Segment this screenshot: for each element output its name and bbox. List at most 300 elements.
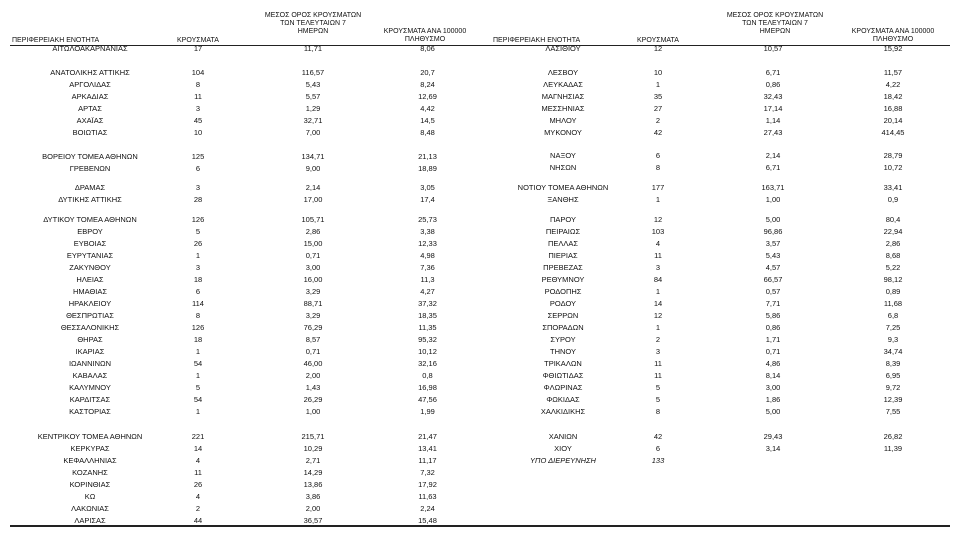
cell-cases: 5 xyxy=(655,395,661,404)
cell-per: 25,73 xyxy=(418,215,437,224)
cell-name: ΦΘΙΩΤΙΔΑΣ xyxy=(542,371,584,380)
cell-avg: 17,00 xyxy=(303,195,323,204)
cell-avg: 7,71 xyxy=(765,299,781,308)
cell-per: 9,72 xyxy=(885,383,901,392)
table-row xyxy=(0,299,960,309)
cell-name: ΣΠΟΡΑΔΩΝ xyxy=(542,323,584,332)
table-row xyxy=(0,104,960,114)
cell-cases: 18 xyxy=(193,275,203,284)
cell-avg: 163,71 xyxy=(761,183,785,192)
cell-per: 3,05 xyxy=(420,183,435,192)
cell-cases: 4 xyxy=(195,456,201,465)
cell-avg: 36,57 xyxy=(303,516,323,525)
cell-avg: 0,86 xyxy=(765,323,781,332)
cell-avg: 1,14 xyxy=(765,116,781,125)
cell-avg: 46,00 xyxy=(303,359,323,368)
header-per100k-right xyxy=(833,28,953,44)
cell-avg: 5,00 xyxy=(765,215,781,224)
cell-name: ΒΟΡΕΙΟΥ ΤΟΜΕΑ ΑΘΗΝΩΝ xyxy=(42,152,138,161)
cell-name: ΛΑΚΩΝΙΑΣ xyxy=(71,504,109,513)
cell-avg: 5,57 xyxy=(305,92,321,101)
cell-per: 9,3 xyxy=(887,335,899,344)
cell-avg: 88,71 xyxy=(303,299,323,308)
cell-per: 4,42 xyxy=(420,104,435,113)
cell-per: 8,68 xyxy=(885,251,901,260)
cell-name: ΚΟΖΑΝΗΣ xyxy=(72,468,108,477)
cell-avg: 15,00 xyxy=(303,239,323,248)
cell-avg: 14,29 xyxy=(303,468,323,477)
cell-avg: 0,71 xyxy=(765,347,781,356)
cell-per: 8,48 xyxy=(420,128,435,137)
table-row xyxy=(0,311,960,321)
cell-cases: 5 xyxy=(195,227,201,236)
cell-name: ΝΗΣΩΝ xyxy=(549,163,577,172)
cell-avg: 96,86 xyxy=(763,227,783,236)
cell-cases: 1 xyxy=(195,347,201,356)
table-row xyxy=(0,263,960,273)
table-row xyxy=(0,183,960,193)
table-row xyxy=(0,383,960,393)
table-row xyxy=(0,68,960,78)
table-row xyxy=(0,128,960,138)
cell-per: 17,4 xyxy=(420,195,435,204)
table-row xyxy=(0,347,960,357)
cell-avg: 27,43 xyxy=(763,128,783,137)
cell-name: ΧΙΟΥ xyxy=(554,444,572,453)
cell-avg: 3,00 xyxy=(305,263,321,272)
cell-per: 10,72 xyxy=(883,163,903,172)
cell-per: 8,06 xyxy=(420,44,435,53)
header-avg7-right xyxy=(710,12,840,36)
table-row xyxy=(0,195,960,205)
table-row xyxy=(0,335,960,345)
cell-per: 12,39 xyxy=(883,395,903,404)
cell-per: 17,92 xyxy=(418,480,437,489)
cell-name: ΒΟΙΩΤΙΑΣ xyxy=(72,128,108,137)
cell-name: ΚΕΝΤΡΙΚΟΥ ΤΟΜΕΑ ΑΘΗΝΩΝ xyxy=(37,432,143,441)
header-avg7-line3: ΗΜΕΡΩΝ xyxy=(297,28,329,35)
cell-per: 18,42 xyxy=(883,92,903,101)
cell-name: ΞΑΝΘΗΣ xyxy=(547,195,579,204)
cell-per: 22,94 xyxy=(883,227,903,236)
cell-name: ΚΑΣΤΟΡΙΑΣ xyxy=(69,407,111,416)
cell-name: ΝΟΤΙΟΥ ΤΟΜΕΑ ΑΘΗΝΩΝ xyxy=(517,183,609,192)
cell-avg: 4,57 xyxy=(765,263,781,272)
cell-avg: 10,57 xyxy=(763,44,783,53)
cell-avg: 2,86 xyxy=(305,227,321,236)
cell-cases: 26 xyxy=(193,239,203,248)
cell-cases: 5 xyxy=(195,383,201,392)
cell-cases: 42 xyxy=(653,128,663,137)
cell-name: ΚΑΒΑΛΑΣ xyxy=(72,371,108,380)
cell-cases: 1 xyxy=(655,80,661,89)
cell-per: 11,17 xyxy=(418,456,437,465)
cell-per: 26,82 xyxy=(883,432,903,441)
cell-cases: 3 xyxy=(195,263,201,272)
cell-avg: 3,57 xyxy=(765,239,781,248)
cell-name: ΠΡΕΒΕΖΑΣ xyxy=(543,263,583,272)
cell-per: 21,13 xyxy=(418,152,437,161)
cell-per: 32,16 xyxy=(418,359,437,368)
cell-cases: 3 xyxy=(195,183,201,192)
table-row xyxy=(0,92,960,102)
cell-per: 13,41 xyxy=(418,444,437,453)
cell-cases: 114 xyxy=(192,299,204,308)
table-row xyxy=(0,444,960,454)
cell-name: ΡΟΔΟΥ xyxy=(549,299,577,308)
cell-per: 414,45 xyxy=(881,128,905,137)
cell-avg: 1,43 xyxy=(305,383,321,392)
cell-avg: 4,86 xyxy=(765,359,781,368)
cell-per: 4,27 xyxy=(420,287,435,296)
cell-avg: 105,71 xyxy=(301,215,325,224)
cell-name: ΧΑΛΚΙΔΙΚΗΣ xyxy=(540,407,586,416)
cell-per: 7,25 xyxy=(885,323,901,332)
cell-avg: 6,71 xyxy=(765,163,781,172)
cell-name: ΚΕΦΑΛΛΗΝΙΑΣ xyxy=(63,456,117,465)
cell-name: ΑΡΓΟΛΙΔΑΣ xyxy=(69,80,111,89)
cell-name: ΑΡΤΑΣ xyxy=(78,104,102,113)
cell-avg: 0,71 xyxy=(305,347,321,356)
cell-name: ΦΩΚΙΔΑΣ xyxy=(546,395,580,404)
header-cases-left: ΚΡΟΥΣΜΑΤΑ xyxy=(177,37,219,44)
cell-name: ΙΚΑΡΙΑΣ xyxy=(75,347,105,356)
cell-per: 5,22 xyxy=(885,263,901,272)
cell-cases: 6 xyxy=(655,444,661,453)
cell-avg: 3,29 xyxy=(305,287,321,296)
cell-cases: 177 xyxy=(651,183,665,192)
cell-per: 11,35 xyxy=(418,323,437,332)
table-row xyxy=(0,116,960,126)
cell-cases: 126 xyxy=(191,323,205,332)
cell-per: 11,39 xyxy=(883,444,903,453)
table-row xyxy=(0,407,960,417)
cell-per: 7,55 xyxy=(885,407,901,416)
cell-name: ΤΡΙΚΑΛΩΝ xyxy=(544,359,582,368)
cell-cases: 45 xyxy=(193,116,203,125)
table-row xyxy=(0,504,960,514)
table-row xyxy=(0,516,960,526)
cell-avg: 66,57 xyxy=(763,275,783,284)
cell-avg: 5,43 xyxy=(765,251,781,260)
header-avg7-left xyxy=(248,12,378,36)
cell-cases: 1 xyxy=(195,407,201,416)
cell-per: 11,63 xyxy=(418,492,437,501)
header-cases-right: ΚΡΟΥΣΜΑΤΑ xyxy=(637,37,679,44)
cell-name: ΑΧΑΪΑΣ xyxy=(76,116,104,125)
cell-per: 4,98 xyxy=(420,251,435,260)
cell-avg: 2,14 xyxy=(765,151,781,160)
cell-name: ΝΑΞΟΥ xyxy=(550,151,576,160)
cell-cases: 104 xyxy=(191,68,205,77)
cell-cases: 11 xyxy=(194,92,202,101)
cell-cases: 54 xyxy=(193,359,203,368)
cell-per: 18,89 xyxy=(418,164,437,173)
cell-name: ΣΥΡΟΥ xyxy=(550,335,576,344)
cell-name: ΓΡΕΒΕΝΩΝ xyxy=(69,164,111,173)
table-row xyxy=(0,275,960,285)
table-row xyxy=(0,323,960,333)
cell-cases: 11 xyxy=(654,251,662,260)
cell-per: 15,48 xyxy=(418,516,437,525)
cell-avg: 134,71 xyxy=(301,152,325,161)
cell-name: ΚΑΛΥΜΝΟΥ xyxy=(69,383,111,392)
cell-per: 1,99 xyxy=(420,407,435,416)
cell-cases: 2 xyxy=(655,116,661,125)
cell-cases: 126 xyxy=(191,215,205,224)
header-per100k-line2: ΠΛΗΘΥΣΜΟ xyxy=(404,36,446,43)
cell-avg: 1,00 xyxy=(305,407,321,416)
cell-name: ΤΗΝΟΥ xyxy=(549,347,576,356)
cell-cases: 35 xyxy=(653,92,663,101)
cell-per: 8,24 xyxy=(420,80,435,89)
table-row xyxy=(0,359,960,369)
cell-per: 8,39 xyxy=(885,359,901,368)
cell-name: ΦΛΩΡΙΝΑΣ xyxy=(543,383,583,392)
cell-cases: 11 xyxy=(194,468,202,477)
cell-name: ΠΕΙΡΑΙΩΣ xyxy=(545,227,581,236)
cell-avg: 6,71 xyxy=(765,68,781,77)
cell-cases: 4 xyxy=(195,492,201,501)
cell-name: ΡΟΔΟΠΗΣ xyxy=(544,287,582,296)
table-row xyxy=(0,395,960,405)
cell-name: ΜΑΓΝΗΣΙΑΣ xyxy=(541,92,585,101)
cell-per: 28,79 xyxy=(883,151,903,160)
cell-name: ΙΩΑΝΝΙΝΩΝ xyxy=(68,359,112,368)
table-row xyxy=(0,492,960,502)
cell-name: ΕΥΡΥΤΑΝΙΑΣ xyxy=(66,251,114,260)
header-per100k-line2: ΠΛΗΘΥΣΜΟ xyxy=(872,36,914,43)
cell-avg: 0,86 xyxy=(765,80,781,89)
header-avg7-line1: ΜΕΣΟΣ ΟΡΟΣ ΚΡΟΥΣΜΑΤΩΝ xyxy=(264,12,362,19)
cell-cases: 11 xyxy=(654,371,662,380)
cell-avg: 8,14 xyxy=(765,371,781,380)
cell-per: 6,95 xyxy=(885,371,901,380)
cell-name: ΥΠΟ ΔΙΕΡΕΥΝΗΣΗ xyxy=(530,456,596,465)
cell-per: 37,32 xyxy=(418,299,437,308)
table-row xyxy=(0,456,960,466)
cell-per: 20,7 xyxy=(420,68,435,77)
cell-per: 3,38 xyxy=(420,227,435,236)
cell-cases: 8 xyxy=(655,163,661,172)
cell-name: ΕΒΡΟΥ xyxy=(77,227,103,236)
cell-cases: 18 xyxy=(193,335,203,344)
cell-cases: 10 xyxy=(653,68,663,77)
cell-cases: 1 xyxy=(655,323,661,332)
cell-avg: 3,14 xyxy=(765,444,781,453)
cell-name: ΔΡΑΜΑΣ xyxy=(74,183,106,192)
cell-avg: 215,71 xyxy=(301,432,325,441)
cell-cases: 6 xyxy=(195,287,201,296)
cell-cases: 84 xyxy=(653,275,663,284)
cell-avg: 5,43 xyxy=(305,80,321,89)
table-row xyxy=(0,468,960,478)
cell-cases: 28 xyxy=(193,195,203,204)
cell-name: ΗΡΑΚΛΕΙΟΥ xyxy=(68,299,112,308)
table-row xyxy=(0,163,960,173)
cell-name: ΛΕΣΒΟΥ xyxy=(547,68,579,77)
cell-name: ΔΥΤΙΚΗΣ ΑΤΤΙΚΗΣ xyxy=(58,195,122,204)
cell-per: 10,12 xyxy=(418,347,437,356)
cell-per: 33,41 xyxy=(883,183,903,192)
cell-avg: 17,14 xyxy=(763,104,783,113)
table-row xyxy=(0,151,960,161)
header-region-left: ΠΕΡΙΦΕΡΕΙΑΚΗ ΕΝΟΤΗΤΑ xyxy=(12,37,100,44)
cell-cases: 3 xyxy=(655,263,661,272)
table-row xyxy=(0,287,960,297)
header-region-right: ΠΕΡΙΦΕΡΕΙΑΚΗ ΕΝΟΤΗΤΑ xyxy=(493,37,581,44)
cell-name: ΜΥΚΟΝΟΥ xyxy=(544,128,582,137)
cell-avg: 2,71 xyxy=(305,456,321,465)
cell-name: ΛΑΡΙΣΑΣ xyxy=(74,516,106,525)
cell-per: 7,36 xyxy=(420,263,435,272)
cell-name: ΕΥΒΟΙΑΣ xyxy=(73,239,107,248)
cell-avg: 5,00 xyxy=(765,407,781,416)
cell-avg: 2,00 xyxy=(305,504,321,513)
cell-avg: 32,71 xyxy=(303,116,323,125)
cell-per: 16,98 xyxy=(418,383,437,392)
cell-per: 20,14 xyxy=(883,116,903,125)
cell-avg: 10,29 xyxy=(303,444,323,453)
table-row xyxy=(0,215,960,225)
cell-avg: 3,86 xyxy=(305,492,321,501)
cell-cases: 2 xyxy=(655,335,661,344)
cell-per: 11,3 xyxy=(420,275,435,284)
cell-cases: 3 xyxy=(655,347,661,356)
cell-cases: 26 xyxy=(193,480,203,489)
cell-cases: 10 xyxy=(193,128,203,137)
table-row xyxy=(0,44,960,54)
table-row xyxy=(0,251,960,261)
cell-name: ΡΕΘΥΜΝΟΥ xyxy=(541,275,585,284)
cell-per: 0,9 xyxy=(887,195,899,204)
cell-cases: 221 xyxy=(191,432,205,441)
cell-cases: 6 xyxy=(195,164,201,173)
cell-cases: 54 xyxy=(193,395,203,404)
cell-name: ΔΥΤΙΚΟΥ ΤΟΜΕΑ ΑΘΗΝΩΝ xyxy=(43,215,137,224)
cell-avg: 13,86 xyxy=(303,480,323,489)
table-row xyxy=(0,227,960,237)
cell-per: 15,92 xyxy=(883,44,903,53)
cell-avg: 1,71 xyxy=(765,335,781,344)
cell-per: 16,88 xyxy=(883,104,903,113)
cell-cases: 17 xyxy=(193,44,203,53)
cell-avg: 1,29 xyxy=(305,104,321,113)
cell-name: ΠΕΛΛΑΣ xyxy=(547,239,579,248)
cell-cases: 8 xyxy=(195,311,201,320)
cell-cases: 5 xyxy=(655,383,661,392)
cell-per: 7,32 xyxy=(420,468,435,477)
header-per100k-line1: ΚΡΟΥΣΜΑΤΑ ΑΝΑ 100000 xyxy=(383,28,467,35)
cell-avg: 16,00 xyxy=(303,275,323,284)
cell-avg: 5,86 xyxy=(765,311,781,320)
cell-avg: 116,57 xyxy=(301,68,325,77)
cell-avg: 1,00 xyxy=(765,195,781,204)
cell-cases: 14 xyxy=(653,299,663,308)
cell-name: ΑΝΑΤΟΛΙΚΗΣ ΑΤΤΙΚΗΣ xyxy=(50,68,130,77)
header-avg7-line1: ΜΕΣΟΣ ΟΡΟΣ ΚΡΟΥΣΜΑΤΩΝ xyxy=(726,12,824,19)
cell-name: ΑΡΚΑΔΙΑΣ xyxy=(71,92,109,101)
cell-per: 12,33 xyxy=(418,239,437,248)
header-per100k-left xyxy=(370,28,480,44)
cell-cases: 8 xyxy=(655,407,661,416)
cell-name: ΜΗΛΟΥ xyxy=(549,116,577,125)
cell-per: 11,57 xyxy=(883,68,903,77)
cell-name: ΧΑΝΙΩΝ xyxy=(548,432,578,441)
cell-name: ΚΟΡΙΝΘΙΑΣ xyxy=(69,480,111,489)
cell-avg: 0,57 xyxy=(765,287,781,296)
cell-cases: 11 xyxy=(654,359,662,368)
cell-avg: 2,14 xyxy=(305,183,321,192)
cell-per: 0,89 xyxy=(885,287,901,296)
cell-cases: 8 xyxy=(195,80,201,89)
cell-cases: 14 xyxy=(193,444,203,453)
cell-name: ΘΕΣΠΡΩΤΙΑΣ xyxy=(66,311,114,320)
table-row xyxy=(0,239,960,249)
cell-cases: 1 xyxy=(655,287,661,296)
cell-cases: 1 xyxy=(195,371,201,380)
cell-avg: 1,86 xyxy=(765,395,781,404)
cell-name: ΠΙΕΡΙΑΣ xyxy=(548,251,578,260)
cell-per: 80,4 xyxy=(885,215,901,224)
cell-avg: 9,00 xyxy=(305,164,321,173)
cell-avg: 8,57 xyxy=(305,335,321,344)
header-avg7-line3: ΗΜΕΡΩΝ xyxy=(759,28,791,35)
cell-per: 11,68 xyxy=(883,299,903,308)
cell-per: 14,5 xyxy=(420,116,435,125)
cell-cases: 3 xyxy=(195,104,201,113)
cell-per: 34,74 xyxy=(883,347,903,356)
cell-per: 2,86 xyxy=(885,239,901,248)
cell-name: ΗΛΕΙΑΣ xyxy=(76,275,104,284)
cell-avg: 11,71 xyxy=(303,44,323,53)
cell-avg: 29,43 xyxy=(763,432,783,441)
cell-avg: 0,71 xyxy=(305,251,321,260)
header-avg7-line2: ΤΩΝ ΤΕΛΕΥΤΑΙΩΝ 7 xyxy=(742,20,808,27)
cell-name: ΣΕΡΡΩΝ xyxy=(547,311,579,320)
cell-per: 98,12 xyxy=(883,275,903,284)
cell-name: ΛΑΣΙΘΙΟΥ xyxy=(545,44,581,53)
cell-avg: 3,00 xyxy=(765,383,781,392)
cell-avg: 32,43 xyxy=(763,92,783,101)
cell-name: ΘΗΡΑΣ xyxy=(77,335,103,344)
cell-name: ΚΩ xyxy=(84,492,96,501)
table-row xyxy=(0,432,960,442)
cell-cases: 125 xyxy=(191,152,205,161)
cell-name: ΚΑΡΔΙΤΣΑΣ xyxy=(69,395,111,404)
cell-cases: 4 xyxy=(655,239,661,248)
cell-per: 4,22 xyxy=(885,80,901,89)
cell-name: ΑΙΤΩΛΟΑΚΑΡΝΑΝΙΑΣ xyxy=(52,44,128,53)
cell-per: 0,8 xyxy=(422,371,433,380)
table-row xyxy=(0,80,960,90)
cell-name: ΗΜΑΘΙΑΣ xyxy=(72,287,108,296)
cell-cases: 27 xyxy=(653,104,663,113)
cell-cases: 1 xyxy=(655,195,661,204)
cell-cases: 12 xyxy=(653,311,663,320)
cell-name: ΜΕΣΣΗΝΙΑΣ xyxy=(541,104,585,113)
cell-cases: 12 xyxy=(653,44,663,53)
cell-name: ΠΑΡΟΥ xyxy=(549,215,576,224)
cell-avg: 26,29 xyxy=(303,395,323,404)
cell-name: ΘΕΣΣΑΛΟΝΙΚΗΣ xyxy=(60,323,120,332)
header-avg7-line2: ΤΩΝ ΤΕΛΕΥΤΑΙΩΝ 7 xyxy=(280,20,346,27)
cell-avg: 7,00 xyxy=(305,128,321,137)
cell-cases: 6 xyxy=(655,151,661,160)
cell-name: ΖΑΚΥΝΘΟΥ xyxy=(69,263,111,272)
cell-cases: 44 xyxy=(193,516,203,525)
cell-per: 6,8 xyxy=(887,311,899,320)
